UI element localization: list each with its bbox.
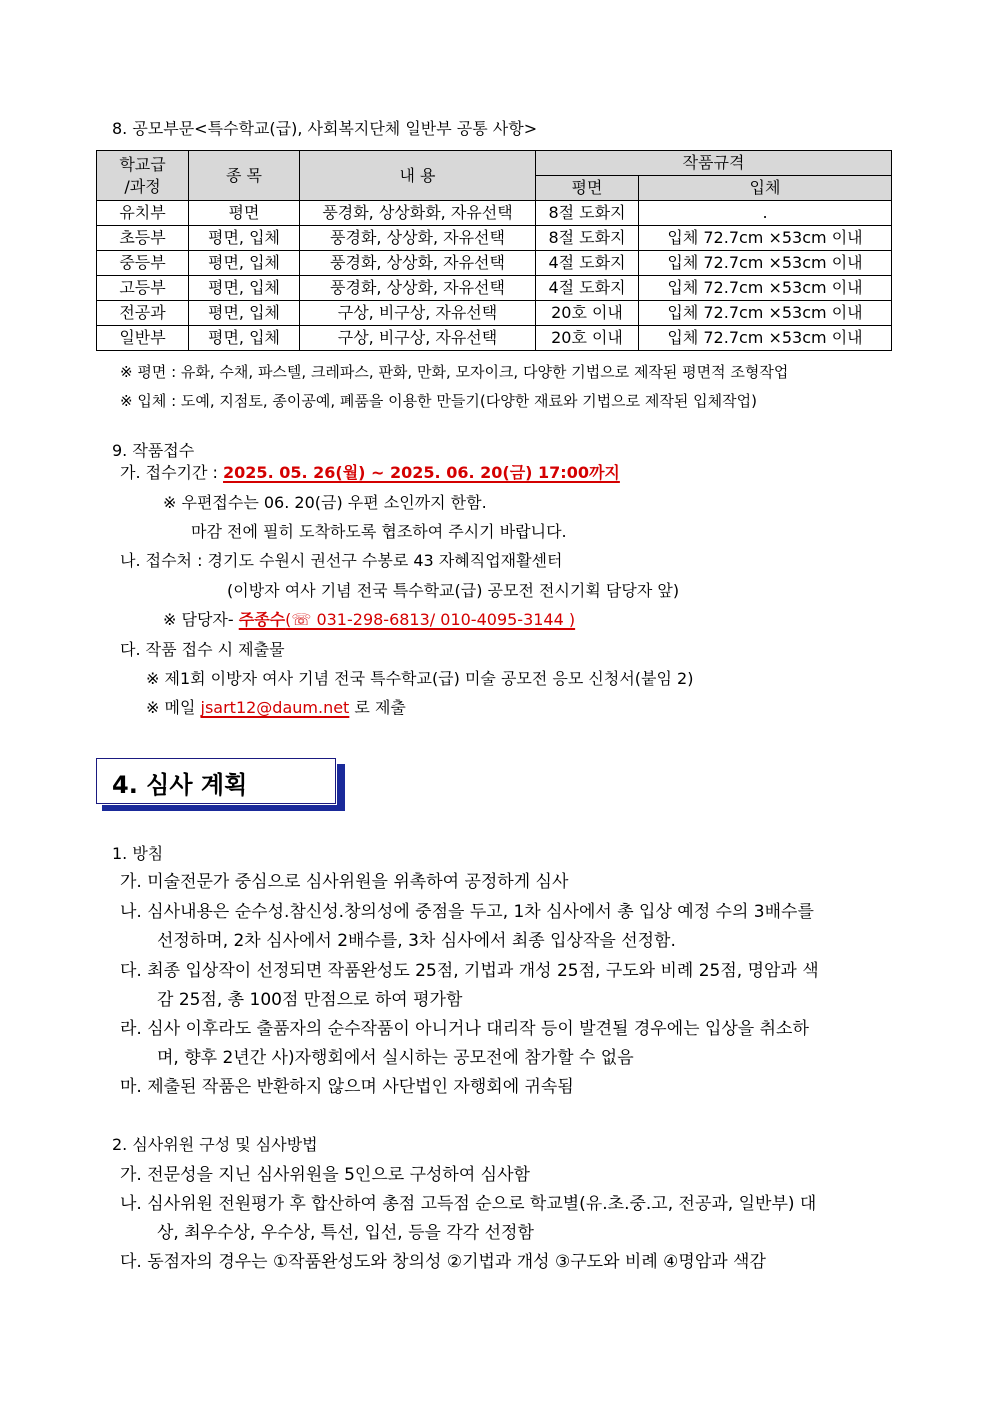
contact-phone: (☏ 031-298-6813/ 010-4095-3144 ) [285, 610, 576, 629]
contact-line [163, 607, 575, 630]
table-row [97, 251, 892, 276]
email-link[interactable]: jsart12@daum.net [200, 698, 350, 717]
p1-item: 마. 제출된 작품은 반환하지 않으며 사단법인 자행회에 귀속됨 [120, 1077, 574, 1097]
place-line: 나. 접수처 : 경기도 수원시 권선구 수봉로 43 자혜직업재활센터 [120, 551, 563, 570]
email-suffix: 로 제출 [354, 698, 406, 717]
p1-item-cont: 며, 향후 2년간 사)자행회에서 실시하는 공모전에 참가할 수 없음 [157, 1048, 634, 1068]
p1-item: 나. 심사내용은 순수성.참신성.창의성에 중점을 두고, 1차 심사에서 총 입상 예정 수의 3배수를 [120, 902, 814, 922]
submit-note: ※ 제1회 이방자 여사 기념 전국 특수학교(급) 미술 공모전 응모 신청서(붙임 2) [146, 669, 694, 688]
cell-level: 중등부 [97, 251, 189, 276]
p1-item: 다. 최종 입상작이 선정되면 작품완성도 25점, 기법과 개성 25점, 구도와 비례 25점, 명암과 색 [120, 961, 819, 981]
cell-solid: 입체 72.7cm ×53cm 이내 [639, 251, 892, 276]
cell-flat: 20호 이내 [536, 301, 639, 326]
p1-item-cont: 선정하며, 2차 심사에서 2배수를, 3차 심사에서 최종 입상작을 선정함. [157, 931, 676, 951]
cell-content: 구상, 비구상, 자유선택 [300, 301, 536, 326]
cell-solid: 입체 72.7cm ×53cm 이내 [639, 326, 892, 351]
cell-type: 평면, 입체 [189, 276, 300, 301]
section4-title: 4. 심사 계획 [112, 771, 248, 799]
cell-content: 풍경화, 상상화, 자유선택 [300, 251, 536, 276]
p2-item: 나. 심사위원 전원평가 후 합산하여 총점 고득점 순으로 학교별(유.초.중.고, 전공과, 일반부) 대 [120, 1194, 817, 1214]
p2-item: 가. 전문성을 지닌 심사위원을 5인으로 구성하여 심사함 [120, 1165, 530, 1185]
p2-item-cont: 상, 최우수상, 우수상, 특선, 입선, 등을 각각 선정함 [157, 1223, 534, 1243]
table-row [97, 301, 892, 326]
p1-item: 가. 미술전문가 중심으로 심사위원을 위촉하여 공정하게 심사 [120, 872, 569, 892]
p1-item-cont: 감 25점, 총 100점 만점으로 하여 평가함 [157, 990, 463, 1010]
cell-flat: 4절 도화지 [536, 276, 639, 301]
section9-heading: 9. 작품접수 [112, 441, 195, 460]
cell-content: 풍경화, 상상화화, 자유선택 [300, 201, 536, 226]
mail-note-1: ※ 우편접수는 06. 20(금) 우편 소인까지 한함. [163, 493, 487, 512]
period-value: 2025. 05. 26(월) ~ 2025. 06. 20(금) 17:00까지 [223, 463, 620, 482]
section8-heading: 8. 공모부문<특수학교(급), 사회복지단체 일반부 공통 사항> [112, 119, 538, 138]
cell-type: 평면, 입체 [189, 226, 300, 251]
header-school-level [97, 151, 189, 201]
table-row [97, 276, 892, 301]
cell-type: 평면, 입체 [189, 301, 300, 326]
p2-item: 다. 동점자의 경우는 ①작품완성도와 창의성 ②기법과 개성 ③구도와 비례 ④명암과 색감 [120, 1252, 766, 1272]
note-flat: ※ 평면 : 유화, 수채, 파스텔, 크레파스, 판화, 만화, 모자이크, 다양한 기법으로 제작된 평면적 조형작업 [120, 363, 789, 381]
p1-heading: 1. 방침 [112, 844, 164, 863]
header-type: 종 목 [189, 151, 300, 201]
cell-solid: 입체 72.7cm ×53cm 이내 [639, 226, 892, 251]
period-label: 가. 접수기간 : [120, 463, 218, 482]
period-line [120, 460, 620, 483]
mail-note-2: 마감 전에 필히 도착하도록 협조하여 주시기 바랍니다. [191, 522, 567, 541]
cell-content: 풍경화, 상상화, 자유선택 [300, 276, 536, 301]
header-school-l2: /과정 [124, 176, 161, 196]
section-title-shadow-right [337, 764, 345, 810]
table-row [97, 226, 892, 251]
cell-level: 고등부 [97, 276, 189, 301]
cell-level: 초등부 [97, 226, 189, 251]
header-content: 내 용 [300, 151, 536, 201]
contact-label: ※ 담당자- [163, 610, 234, 629]
header-school-l1: 학교급 [119, 154, 166, 174]
p1-item: 라. 심사 이후라도 출품자의 순수작품이 아니거나 대리작 등이 발견될 경우에는 입상을 취소하 [120, 1019, 809, 1039]
cell-flat: 4절 도화지 [536, 251, 639, 276]
submit-label: 다. 작품 접수 시 제출물 [120, 640, 285, 659]
contact-name: 주종수 [238, 610, 286, 629]
cell-level: 일반부 [97, 326, 189, 351]
cell-type: 평면, 입체 [189, 251, 300, 276]
cell-level: 유치부 [97, 201, 189, 226]
cell-type: 평면 [189, 201, 300, 226]
cell-level: 전공과 [97, 301, 189, 326]
header-solid: 입체 [639, 176, 892, 201]
table-row [97, 326, 892, 351]
header-flat: 평면 [536, 176, 639, 201]
cell-solid: 입체 72.7cm ×53cm 이내 [639, 301, 892, 326]
place-sub: (이방자 여사 기념 전국 특수학교(급) 공모전 전시기획 담당자 앞) [227, 581, 680, 600]
email-prefix: ※ 메일 [146, 698, 196, 717]
entry-spec-table [96, 150, 892, 351]
email-line [146, 695, 406, 718]
cell-content: 구상, 비구상, 자유선택 [300, 326, 536, 351]
cell-flat: 8절 도화지 [536, 201, 639, 226]
cell-flat: 20호 이내 [536, 326, 639, 351]
header-spec: 작품규격 [536, 151, 892, 176]
cell-type: 평면, 입체 [189, 326, 300, 351]
p2-heading: 2. 심사위원 구성 및 심사방법 [112, 1135, 318, 1154]
note-solid: ※ 입체 : 도예, 지점토, 종이공예, 폐품을 이용한 만들기(다양한 재료와 기법으로 제작된 입체작업) [120, 392, 757, 410]
cell-flat: 8절 도화지 [536, 226, 639, 251]
section-title-shadow-bottom [102, 805, 345, 811]
table-row [97, 201, 892, 226]
cell-solid: 입체 72.7cm ×53cm 이내 [639, 276, 892, 301]
cell-content: 풍경화, 상상화, 자유선택 [300, 226, 536, 251]
cell-solid: . [639, 201, 892, 226]
